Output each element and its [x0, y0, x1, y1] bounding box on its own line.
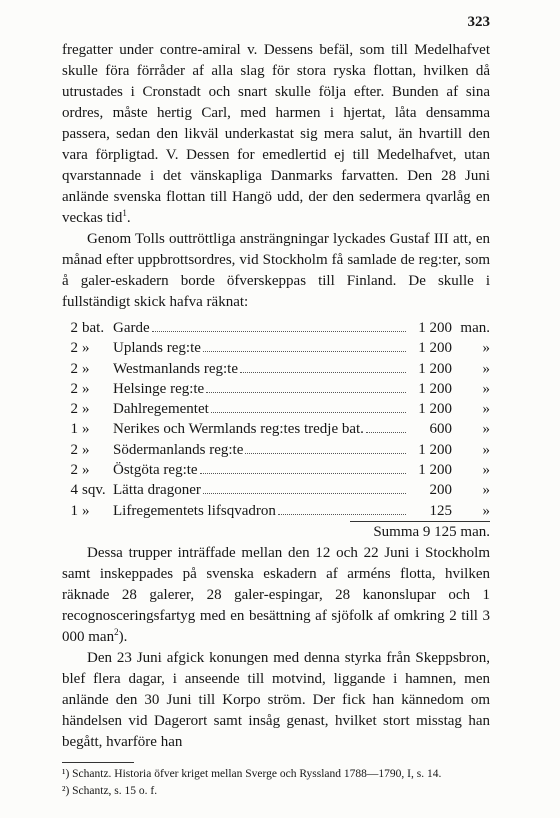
paragraph-2: Genom Tolls outtröttliga ansträngningar lyckades Gustaf III att, en månad efter uppbrottsordres, vid Stockholm få samlade de reg:ter, som å galer-eskadern borde öfverskeppas till Finland. De skulle i fullständigt skick hafva räknat: [62, 231, 490, 310]
paragraph-1 [62, 40, 490, 229]
troop-name: Södermanlands reg:te [113, 441, 244, 458]
troop-count: 2 [70, 380, 78, 397]
troop-value: 1 200 [418, 320, 452, 336]
troop-value: 600 [429, 421, 452, 438]
dot-leader [206, 392, 406, 393]
troop-unit: » [82, 401, 90, 418]
troop-suffix: » [482, 380, 490, 397]
troop-row [62, 359, 490, 379]
troop-row [62, 419, 490, 439]
troop-count: 1 [70, 421, 78, 438]
troop-count: 2 [70, 320, 78, 336]
dot-leader [200, 473, 406, 474]
troop-suffix: man. [460, 320, 490, 336]
footnote-mark: ²) [62, 784, 70, 797]
troop-suffix: » [482, 340, 490, 357]
troop-count: 1 [70, 502, 78, 519]
dot-leader [203, 351, 406, 352]
troop-value: 1 200 [418, 380, 452, 397]
footnote-2 [62, 783, 490, 800]
troop-row [62, 399, 490, 419]
paragraph-1-text: fregatter under contre-amiral v. Dessens befäl, som till Medelhafvet skulle föra förråder af alla slag för stora ryska flottan, hvilken då utrustades i Cronstadt och snart skulle följa efter. Bunden af sina ordres, måste hertig Carl, med harmen i hjertat, låta densamma passera, sedan den likväl underkastat sig mera salut, än hvartill den vara förpligtad. V. Dessen for emedlertid ej till Medelhafvet, utan qvarstannade i det vänskapliga Danmarks farvatten. Den 28 Juni anlände svenska flottan till Hangö udd, der den sedermera qvarlåg en veckas tid [62, 42, 490, 226]
troop-row [62, 460, 490, 480]
troop-row [62, 338, 490, 358]
troop-value: 1 200 [418, 401, 452, 418]
troop-suffix: » [482, 502, 490, 519]
troop-suffix: » [482, 441, 490, 458]
troop-count: 2 [70, 462, 78, 479]
dot-leader [278, 514, 406, 515]
troop-count: 2 [70, 340, 78, 357]
troop-name: Uplands reg:te [113, 340, 201, 357]
troop-row [62, 379, 490, 399]
paragraph-1-end: . [126, 210, 131, 226]
dot-leader [245, 453, 406, 454]
footnote-rule [62, 762, 134, 763]
troop-name: Garde [113, 320, 150, 336]
troop-suffix: » [482, 401, 490, 418]
troop-unit: » [82, 441, 90, 458]
troop-value: 200 [429, 482, 452, 499]
body-text [62, 40, 490, 800]
paragraph-4: Den 23 Juni afgick konungen med denna styrka från Skeppsbron, blef flera dagar, i anseende till motvind, liggande i hamnen, men anlände den 30 Juni till Korpo ström. Der fick han kännedom om händelsen vid Dagerort samt insåg genast, hvilket stort misstag han begått, hvarföre han [62, 649, 490, 750]
footnote-text: Schantz, s. 15 o. f. [72, 784, 158, 797]
troop-row [62, 318, 490, 338]
troop-unit: » [82, 360, 90, 377]
page-number: 323 [467, 14, 490, 30]
troop-value: 1 200 [418, 340, 452, 357]
footnote-text: Schantz. Historia öfver kriget mellan Sverge och Ryssland 1788—1790, I, s. 14. [72, 767, 442, 780]
troop-row [62, 440, 490, 460]
troop-suffix: » [482, 421, 490, 438]
troop-name: Westmanlands reg:te [113, 360, 239, 377]
troop-unit: bat. [82, 320, 105, 336]
troop-unit: » [82, 340, 90, 357]
sum-label: Summa [373, 523, 420, 540]
troop-count: 2 [70, 401, 78, 418]
paragraph-3-end: ). [118, 628, 128, 645]
dot-leader [240, 372, 406, 373]
troop-unit: » [82, 462, 90, 479]
troop-row [62, 480, 490, 500]
dot-leader [211, 412, 406, 413]
troop-unit: sqv. [82, 482, 106, 499]
troop-name: Lätta dragoner [113, 482, 201, 499]
troop-value: 1 200 [418, 441, 452, 458]
troop-count: 2 [70, 441, 78, 458]
footnote-mark: ¹) [62, 767, 70, 780]
dot-leader [366, 432, 406, 433]
troop-name: Östgöta reg:te [113, 462, 198, 479]
sum-suffix: man. [460, 523, 490, 540]
dot-leader [203, 493, 406, 494]
troop-suffix: » [482, 360, 490, 377]
sum-value: 9 125 [422, 523, 457, 540]
troop-name: Dahlregementet [113, 401, 209, 418]
paragraph-3-text: Dessa trupper inträffade mellan den 12 och 22 Juni i Stockholm samt inskeppades på svenska eskadern af arméns flotta, hvilken räknade 28 galerer, 28 galer-espingar, 28 kanonslupar och 1 recognosceringsfartyg med en besättning af sjöfolk af omkring 2 till 3 000 man [62, 544, 490, 645]
footnote-ref-1: 1 [122, 208, 127, 218]
troop-unit: » [82, 421, 90, 438]
troop-value: 1 200 [418, 462, 452, 479]
troop-value: 1 200 [418, 360, 452, 377]
footnote-ref-2: 2 [114, 626, 119, 637]
troop-unit: » [82, 380, 90, 397]
troop-sum [350, 521, 490, 543]
troop-count: 2 [70, 360, 78, 377]
troop-name: Helsinge reg:te [113, 380, 205, 397]
troop-suffix: » [482, 462, 490, 479]
troop-unit: » [82, 502, 90, 519]
troop-name: Nerikes och Wermlands reg:tes tredje bat. [113, 421, 364, 438]
paragraph-3 [62, 543, 490, 648]
troop-row [62, 501, 490, 521]
troop-value: 125 [429, 502, 452, 519]
troop-name: Lifregementets lifsqvadron [113, 502, 276, 519]
footnote-1 [62, 766, 490, 783]
troop-suffix: » [482, 482, 490, 499]
troop-list [62, 318, 490, 543]
troop-count: 4 [70, 482, 78, 499]
dot-leader [152, 331, 406, 332]
